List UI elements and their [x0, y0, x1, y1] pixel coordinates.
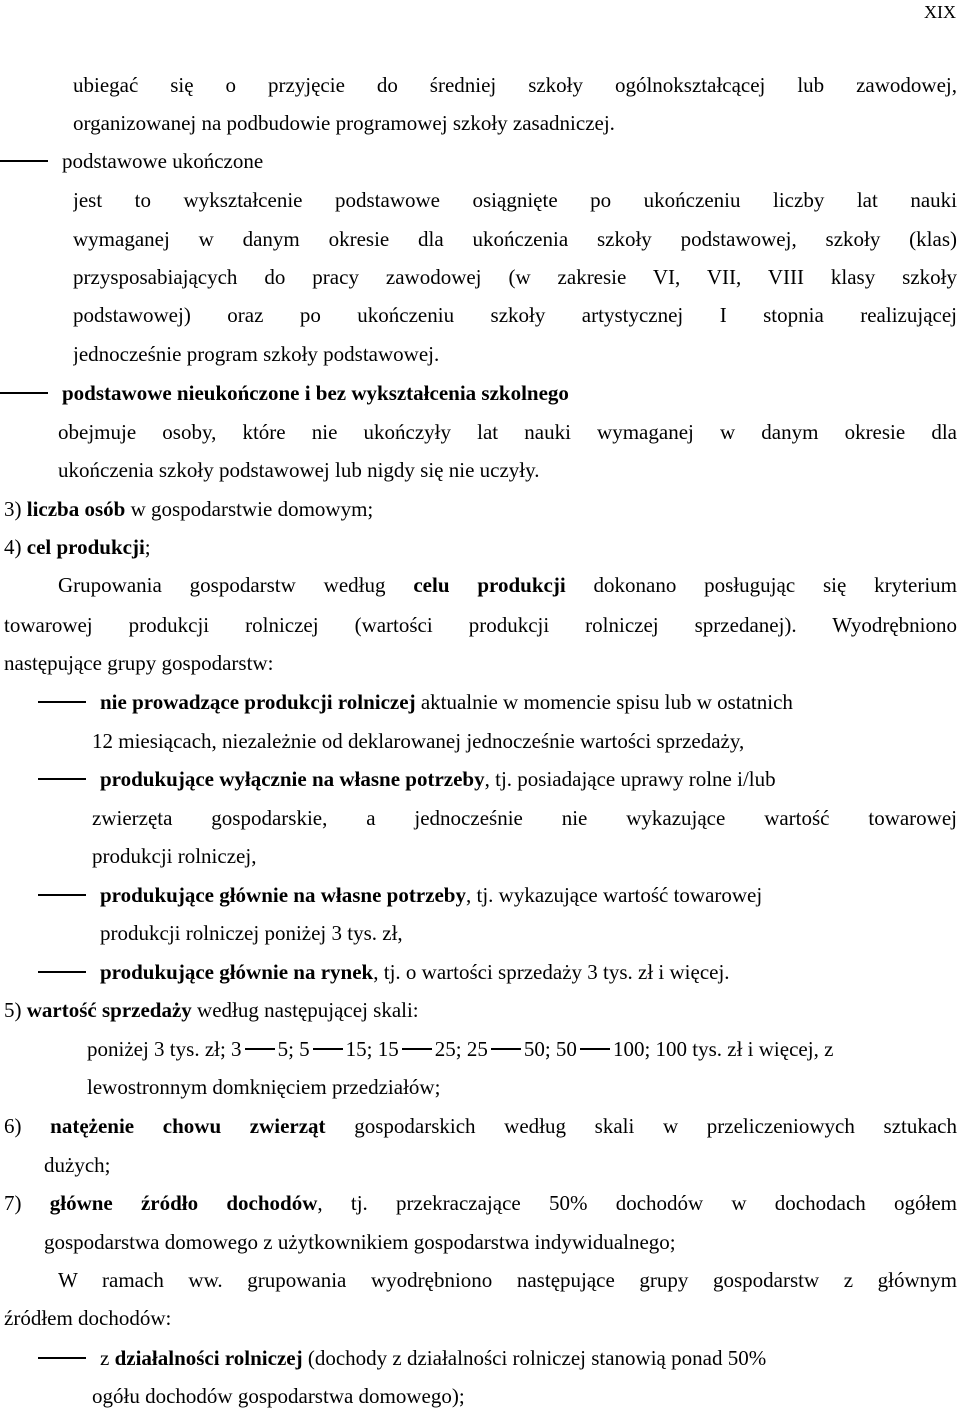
item-text: w gospodarstwie domowym; — [125, 497, 374, 521]
text-line: 12 miesiącach, niezależnie od deklarowanej jednocześnie wartości sprzedaży, — [92, 729, 745, 753]
scale-line — [87, 1036, 957, 1062]
item-term: produkujące głównie na własne potrzeby — [100, 883, 466, 907]
item-term: natężenie chowu zwierząt — [50, 1114, 326, 1138]
item-text: (dochody z działalności rolniczej stanowią ponad 50% — [302, 1346, 767, 1370]
item-text: ; — [144, 535, 151, 559]
dash-mark — [38, 894, 86, 896]
item-term: liczba osób — [26, 497, 126, 521]
numbered-item — [4, 1113, 957, 1139]
text-line: zwierzęta gospodarskie, a jednocześnie nie wykazujące wartość towarowej — [92, 806, 957, 830]
text-line: ubiegać się o przyjęcie do średniej szkoły ogólnokształcącej lub zawodowej, — [73, 73, 957, 97]
dash-mark — [313, 1048, 343, 1050]
item-number: 7) — [4, 1191, 50, 1215]
text-line: gospodarstwa domowego z użytkownikiem gospodarstwa indywidualnego; — [44, 1230, 676, 1254]
list-item — [38, 689, 957, 715]
text-span: 100; 100 tys. zł i więcej, z — [612, 1037, 834, 1061]
item-text: aktualnie w momencie spisu lub w ostatnich — [415, 690, 793, 714]
item-term: produkujące głównie na rynek — [100, 960, 374, 984]
text-line: produkcji rolniczej poniżej 3 tys. zł, — [100, 921, 403, 945]
item-text: , tj. przekraczające 50% dochodów w dochodach ogółem — [317, 1191, 957, 1215]
item-term: cel produkcji — [26, 535, 145, 559]
text-line: przysposabiających do pracy zawodowej (w zakresie VI, VII, VIII klasy szkoły — [73, 265, 957, 289]
text-span: poniżej 3 tys. zł; 3 — [87, 1037, 242, 1061]
text-span: 5; 5 — [277, 1037, 310, 1061]
item-term: produkujące wyłącznie na własne potrzeby — [100, 767, 485, 791]
text-line: produkcji rolniczej, — [92, 844, 257, 868]
text-line: wymaganej w danym okresie dla ukończenia szkoły podstawowej, szkoły (klas) — [73, 227, 957, 251]
text-line: źródłem dochodów: — [4, 1306, 172, 1330]
text-line: jest to wykształcenie podstawowe osiągnięte po ukończeniu liczby lat nauki — [73, 188, 957, 212]
text-line: towarowej produkcji rolniczej (wartości produkcji rolniczej sprzedanej). Wyodrębniono — [4, 613, 957, 637]
dash-mark — [402, 1048, 432, 1050]
list-item — [38, 1345, 957, 1371]
text-line: obejmuje osoby, które nie ukończyły lat nauki wymaganej w danym okresie dla — [58, 420, 957, 444]
item-text: , tj. wykazujące wartość towarowej — [465, 883, 763, 907]
text-line: podstawowej) oraz po ukończeniu szkoły artystycznej I stopnia realizującej — [73, 303, 957, 327]
item-text: według następującej skali: — [191, 998, 419, 1022]
item-text: , tj. posiadające uprawy rolne i/lub — [484, 767, 776, 791]
text-span: 25; 25 — [434, 1037, 488, 1061]
dash-mark — [245, 1048, 275, 1050]
list-item — [38, 882, 957, 908]
item-number: 4) — [4, 535, 27, 559]
text-line: lewostronnym domknięciem przedziałów; — [87, 1075, 441, 1099]
text-line: W ramach ww. grupowania wyodrębniono następujące grupy gospodarstw z głównym — [58, 1268, 957, 1292]
item-heading: podstawowe ukończone — [62, 149, 264, 173]
text-line: ukończenia szkoły podstawowej lub nigdy się nie uczyły. — [58, 458, 540, 482]
dash-mark — [38, 701, 86, 703]
item-number: 5) — [4, 998, 27, 1022]
item-term: wartość sprzedaży — [26, 998, 192, 1022]
text-line — [58, 572, 957, 598]
item-text: gospodarskich według skali w przeliczeniowych sztukach — [325, 1114, 957, 1138]
text-span: Grupowania gospodarstw według — [58, 573, 414, 597]
item-term: nie prowadzące produkcji rolniczej — [100, 690, 416, 714]
dash-mark — [0, 160, 48, 162]
numbered-item — [4, 534, 960, 560]
item-heading: podstawowe nieukończone i bez wykształcenia szkolnego — [62, 381, 569, 405]
dash-mark — [0, 392, 48, 394]
item-term: działalności rolniczej — [114, 1346, 303, 1370]
item-text: , tj. o wartości sprzedaży 3 tys. zł i więcej. — [373, 960, 730, 984]
text-span: celu produkcji — [413, 573, 566, 597]
text-span: 15; 15 — [345, 1037, 399, 1061]
text-line: jednocześnie program szkoły podstawowej. — [73, 342, 440, 366]
page-number: XIX — [924, 2, 956, 22]
list-item — [0, 380, 960, 406]
text-line: następujące grupy gospodarstw: — [4, 651, 274, 675]
list-item — [0, 148, 960, 174]
dash-mark — [38, 1357, 86, 1359]
item-text: z — [100, 1346, 115, 1370]
list-item — [38, 766, 957, 792]
dash-mark — [580, 1048, 610, 1050]
numbered-item — [4, 496, 960, 522]
numbered-item — [4, 1190, 957, 1216]
item-number: 6) — [4, 1114, 51, 1138]
item-number: 3) — [4, 497, 27, 521]
list-item — [38, 959, 960, 985]
item-term: główne źródło dochodów — [49, 1191, 318, 1215]
text-span: dokonano posługując się kryterium — [565, 573, 957, 597]
dash-mark — [491, 1048, 521, 1050]
text-line: organizowanej na podbudowie programowej szkoły zasadniczej. — [73, 111, 615, 135]
dash-mark — [38, 971, 86, 973]
dash-mark — [38, 778, 86, 780]
text-line: dużych; — [44, 1153, 111, 1177]
text-line: ogółu dochodów gospodarstwa domowego); — [92, 1384, 465, 1408]
numbered-item — [4, 997, 960, 1023]
text-span: 50; 50 — [523, 1037, 577, 1061]
